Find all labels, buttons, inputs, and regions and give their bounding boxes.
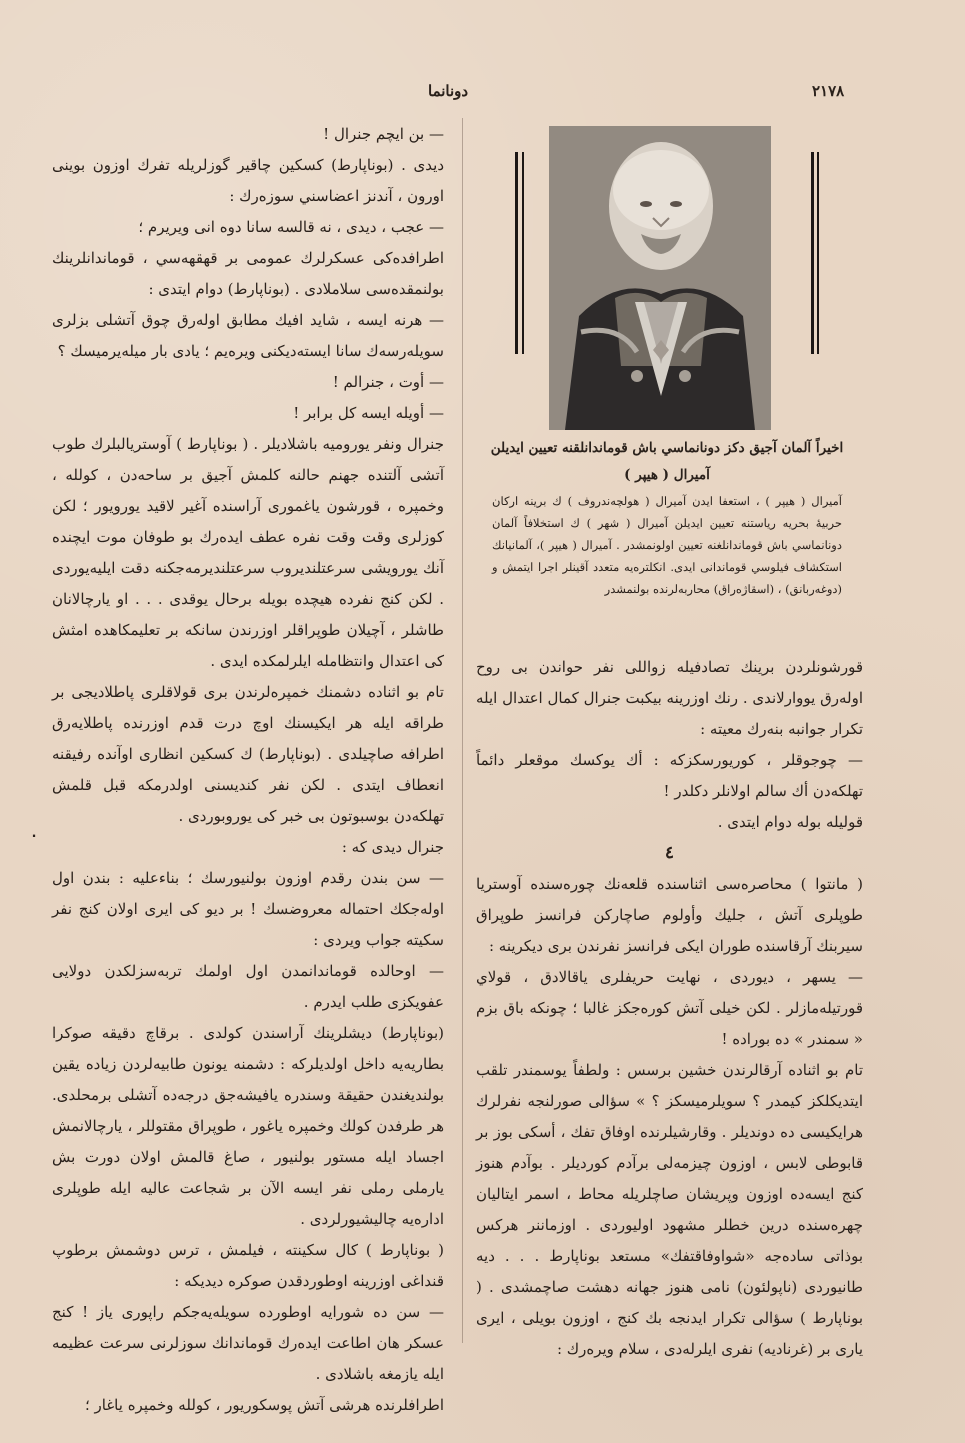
left-paragraph-14: ( بوناپارط ) كال سكينته ، فيلمش ، ترس دوشمش برطوپ قنداغى اوزرينه اوطوردقدن صوكره ديديكه :: [52, 1241, 444, 1290]
portrait-figure: [515, 126, 821, 431]
left-paragraph-3: — عجب ، ديدى ، نه قالسه سانا دوه انى ويريرم ؛: [138, 218, 444, 236]
left-paragraph-1: — بن ايچم جنرال !: [323, 125, 444, 143]
right-paragraph-5: — يسهر ، ديوردى ، نهايت حريفلرى ياقالادق ، قولاي قورتيله‌مازلر . لكن خيلى آتش كوره‌جكز غالبا ؛ چونكه باق بزم « سمندر » ده بوراده !: [476, 968, 863, 1048]
decorative-bar-left-inner: [522, 152, 524, 354]
page-header: [0, 82, 965, 106]
left-paragraph-2: ديدى . (بوناپارط) كسكين چاقير گوزلريله تفرك اوزون بوينى اورون ، آندنز اعضاسني سوزه‌رك :: [52, 156, 444, 205]
magazine-name: دونانما: [428, 82, 469, 100]
right-paragraph-6: تام بو اثناده آرقالرندن خشين برسس : ولطفاً يوسمندر تلقب ايتديكلكز كيمدر ؟ سويلرميسكز ؟ » سؤالى صورلنجه نفرلرك هرايكيسى ده دونديلر . وقارشيلرنده اوفاق تفك ، أسكى بوز بر قابوطى لابس ، اوزون چيزمه‌لى برآدم كورديلر . بوآدم هنوز كنج ايسه‌ده اوزون وپريشان صاچلريله محاط ، اسمر ايتاليان چهره‌سنده درين خطلر مشهود اوليوردى . اوزماننر هركس بوذاتى ساده‌جه «شواوفاقتفك» مستعد بوناپارط . . . ديه طانيوردى (ناپولئون) نامى هنوز جهانه دهشت صاچمشدى . ( بوناپارط ) سؤالى تكرار ايدنجه بك كنج ، اوزون بويلى ، ايرى يارى بر (غرناديه) نفرى ايلرله‌دى ، سلام ويره‌رك :: [476, 1061, 863, 1358]
figure-note: آميرال ( هيپر ) ، استعفا ايدن آميرال ( هولچه‌ندروف ) ك برينه اركان حربيهٔ بحريه رياستنه تعيين ايديلن آميرال ( شهر ) ك استخلافاً آلمان دونانماسي باش قوماندانلغنه تعيين اولونمشدر . آميرال ( هيپر )، آلمانيانك استكشاف فيلوسي قوماندانى ايدى. انكلتره‌يه متعدد آقينلر اجرا ايتمش و (دوغه‌ربانق) ، (اسقاژه‌راق) محاربه‌لرنده بولنمشدر: [492, 494, 842, 596]
left-paragraph-10: جنرال ديدى كه :: [341, 838, 444, 856]
left-paragraph-5: — هرنه ايسه ، شايد افيك مطابق اوله‌رق چوق آتشلى بزلرى سويله‌رسه‌ك سانا ايسته‌ديكنى ويره‌يم ؛ يادى بار ميله‌يرميسك ؟: [52, 311, 444, 360]
column-divider: [462, 118, 463, 1343]
left-paragraph-6: — أوت ، جنرالم !: [332, 373, 444, 391]
figure-caption: [477, 435, 857, 489]
left-paragraph-8: جنرال ونفر يوروميه باشلاديلر . ( بوناپارط ) آوستريالبلرك طوب آتشى آلتنده جهنم حالنه كلمش آجيق بر ساحه‌دن ، كولله ، وخمپره ، قورشون ياغمورى آراسنده آغير لاقيد يورويور ؛ لكن كوزلرى وقت وقت نفره عطف ايده‌رك بو طوفان موت ايچنده آنك يورويشى سرعتلنديروب سرعتلنديرمه‌جكنه دقت ايليه‌يوردى . لكن كنج نفرده هيچده بويله برحال يوقدى . . . او يارچالانان طاشلر ، آچيلان طوپراقلر اوزرندن سانكه بر تعليمكاهده امثش كى اعتدال وانتظامله ايلرلمكده ايدى .: [52, 435, 444, 670]
left-paragraph-11: — سن بندن رقدم اوزون بولنيورسك ؛ بناءعليه : بندن اول اوله‌جكك احتماله معروضسك ! بر ديو كى ايرى اولان كنج نفر سكيته جواب ويردى :: [52, 869, 444, 949]
section-number: ٤: [664, 843, 675, 863]
caption-line-2: آميرال ( هيپر ): [624, 467, 710, 483]
decorative-bar-right-inner: [817, 152, 819, 354]
portrait-illustration: [549, 126, 771, 430]
left-paragraph-9: تام بو اثناده دشمنك خمپره‌لرندن برى قولاقلرى پاطلاديجى بر طراقه ايله هر ايكيسنك اوچ درت قدم اوزرنده پاطلايه‌رق اطرافه صاچيلدى . (بوناپارط) ك كسكين انظارى اوآنده رفيقنه انعطاف ايتدى . لكن نفر كنديسنى اولدرمكه قبل قلمش تهلكه‌دن بوسبوتون بى خبر كى يوروبوردى .: [52, 683, 444, 825]
right-paragraph-4: ( مانتوا ) محاصره‌سى اثناسنده قلعه‌نك چوره‌سنده آوستريا طوپلرى آتش ، جليك وأولوم صاچاركن فرانسز طوپراق سيربنك آرقاسنده طوران ايكى فرانسز نفرندن برى ديكرينه :: [476, 875, 863, 955]
left-paragraph-7: — أويله ايسه كل برابر !: [293, 404, 444, 422]
left-paragraph-16: اطرافلرنده هرشى آتش پوسكوريور ، كولله وخمپره ياغار ؛: [84, 1396, 444, 1414]
caption-line-1: اخيراً آلمان آجيق دكز دونانماسي باش قوماندانلقنه تعيين ايديلن: [490, 440, 844, 456]
page-number: ٢١٧٨: [812, 82, 845, 100]
right-column-text: [476, 652, 863, 1365]
left-column-text: [52, 119, 444, 1421]
decorative-bar-left: [515, 152, 518, 354]
left-paragraph-13: (بوناپارط) ديشلرينك آراسندن كولدى . برقاچ دقيقه صوكرا بطاريه‌يه داخل اولديلركه : دشمنه يونون طابيه‌لردن زياده يقين بولنديغندن حقيقة وسندره يافيشه‌جق درجه‌ده آتشلى برمحلدى. هر طرفدن كولك وخمپره ياغور ، طوپراق مقتوللر ، يارچالانمش اجساد ايله مستور بولنيور ، صاغ قالمش اولان دورت بش يارملى رملى نفر ايسه الآن بر شجاعت عاليه ايله طوپلرى اداره‌يه چاليشيورلردى .: [52, 1024, 444, 1228]
admiral-portrait: [549, 126, 771, 430]
left-paragraph-4: اطرافده‌كى عسكرلرك عمومى بر قهقهه‌سي ، قوماندانلرينك بولنمقده‌سى سلاملادى . (بوناپارط) دوام ايتدى :: [52, 249, 444, 298]
left-paragraph-12: — اوحالده قوماندانمدن اول اولمك تربه‌سزلكدن دولايى عفويكزى طلب ايدرم .: [52, 962, 444, 1011]
margin-mark: ٠: [30, 826, 39, 844]
right-paragraph-1: قورشونلردن برينك تصادفيله زواللى نفر حواندن بى روح اوله‌رق يووارلاندى . رنك اوزرينه بيكبت جنرال كمال اعتدال ايله تكرار جوانبه بنه‌رك معيته :: [476, 658, 863, 738]
right-paragraph-2: — چوجوقلر ، كوريورسكزكه : أك يوكسك موقعلر دائماً تهلكه‌دن أك سالم اولانلر دكلدر !: [476, 751, 863, 800]
left-paragraph-15: — سن ده شورايه اوطورده سويله‌يه‌جكم راپورى ياز ! كنج عسكر هان اطاعت ايده‌رك قوماندانك سوزلرنى سرعت عظيمه ايله يازمغه باشلادى .: [52, 1303, 444, 1383]
decorative-bar-right: [811, 152, 814, 354]
right-paragraph-3: قوليله بوله دوام ايتدى .: [717, 813, 863, 831]
